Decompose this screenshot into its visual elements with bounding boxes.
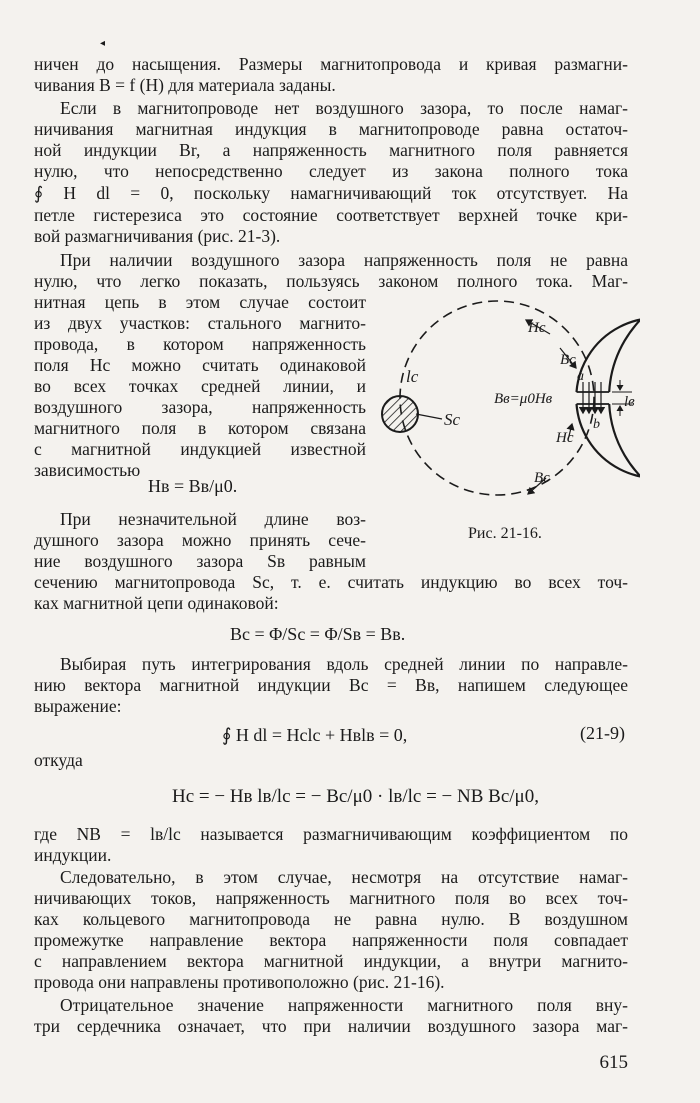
text-line: ничивания магнитная индукция в магнитопроводе равна остаточ- <box>34 119 628 139</box>
label-hc-upper: Hс <box>528 320 546 336</box>
text-line: нию вектора магнитной индукции Bс = Bв, напишем следующее <box>34 675 628 695</box>
text-line: При наличии воздушного зазора напряженность поля не равна <box>60 250 628 270</box>
text-line: чивания B = f (H) для материала заданы. <box>34 75 336 95</box>
label-bb-formula: Bв=μ0Hв <box>494 391 553 407</box>
text-line: индукции. <box>34 845 112 865</box>
text-line: три сердечника означает, что при наличии воздушного зазора маг- <box>34 1016 628 1036</box>
label-sc: Sс <box>444 410 461 429</box>
text-line: При незначительной длине воз- <box>60 509 366 529</box>
label-b: b <box>593 417 600 432</box>
text-line: ничен до насыщения. Размеры магнитопровода и кривая размагни- <box>34 54 628 74</box>
text-line: ние воздушного зазора Sв равным <box>34 551 366 571</box>
text-line: выражение: <box>34 696 122 716</box>
label-a: a <box>577 369 584 384</box>
figure-caption: Рис. 21-16. <box>468 525 542 542</box>
sc-leader-line <box>416 414 442 419</box>
text-line: во всех точках средней линии, и <box>34 376 366 396</box>
figure-ring-magnetic-circuit <box>380 282 640 514</box>
text-line: петле гистерезиса это состояние соответствует верхней точке кри- <box>34 205 628 225</box>
text-line: провода, в котором напряженность <box>34 334 366 354</box>
cross-section-hatched <box>382 396 418 432</box>
text-line: ничивающих токов, напряженность магнитного поля во всех точ- <box>34 888 628 908</box>
text-line: промежутке направление вектора напряженности поля совпадает <box>34 930 628 950</box>
text-line: ∮ H dl = 0, поскольку намагничивающий ток отсутствует. На <box>34 183 628 203</box>
text-line: Отрицательное значение напряженности магнитного поля вну- <box>60 995 628 1015</box>
text-line: где NB = lв/lс называется размагничивающим коэффициентом по <box>34 824 628 844</box>
equation-circulation: ∮ H dl = Hсlс + Hвlв = 0, <box>222 725 408 745</box>
text-line: душного зазора можно принять сече- <box>34 530 366 550</box>
equation-number: (21-9) <box>580 723 625 743</box>
label-bc-upper: Bс <box>560 352 576 368</box>
text-line: из двух участков: стального магнито- <box>34 313 366 333</box>
page-number: 615 <box>599 1052 628 1073</box>
text-line: нулю, что легко показать, пользуясь законом полного тока. Маг- <box>34 271 628 291</box>
text-line: воздушного зазора, напряженность <box>34 397 366 417</box>
label-lc: lс <box>406 367 419 386</box>
text-line: нитная цепь в этом случае состоит <box>34 292 366 312</box>
text-line: с направлением вектора магнитной индукции, а внутри магнито- <box>34 951 628 971</box>
text-line: ках кольцевого магнитопровода не равна нулю. В воздушном <box>34 909 628 929</box>
text-line: откуда <box>34 750 83 770</box>
text-line: провода они направлены противоположно (рис. 21-16). <box>34 972 445 992</box>
text-line: вой размагничивания (рис. 21-3). <box>34 226 281 246</box>
label-hc-lower: Hс <box>556 430 574 446</box>
label-lb: lв <box>624 394 635 410</box>
text-line: Следовательно, в этом случае, несмотря на отсутствие намаг- <box>60 867 628 887</box>
equation-flux-density: Bс = Φ/Sс = Φ/Sв = Bв. <box>230 624 406 644</box>
label-bc-lower: Bс <box>534 470 550 486</box>
page-mark: ◂ <box>100 38 106 49</box>
text-line: ках магнитной цепи одинаковой: <box>34 593 279 613</box>
text-line: Выбирая путь интегрирования вдоль средней линии по направле- <box>60 654 628 674</box>
text-line: сечению магнитопровода Sс, т. е. считать индукцию во всех точ- <box>34 572 628 592</box>
text-line: Если в магнитопроводе нет воздушного зазора, то после намаг- <box>60 98 628 118</box>
text-line: зависимостью <box>34 460 141 480</box>
text-line: поля Hс можно считать одинаковой <box>34 355 366 375</box>
equation-air-gap-field: Hв = Bв/μ0. <box>148 476 238 496</box>
text-line: магнитного поля в котором связана <box>34 418 366 438</box>
text-line: нулю, что непосредственно следует из закона полного тока <box>34 161 628 181</box>
text-line: ной индукции Br, а напряженность магнитного поля равняется <box>34 140 628 160</box>
text-line: с магнитной индукцией известной <box>34 439 366 459</box>
equation-demagnetizing: Hс = − Hв lв/lс = − Bс/μ0 · lв/lс = − NB Bс/μ0, <box>172 786 539 807</box>
